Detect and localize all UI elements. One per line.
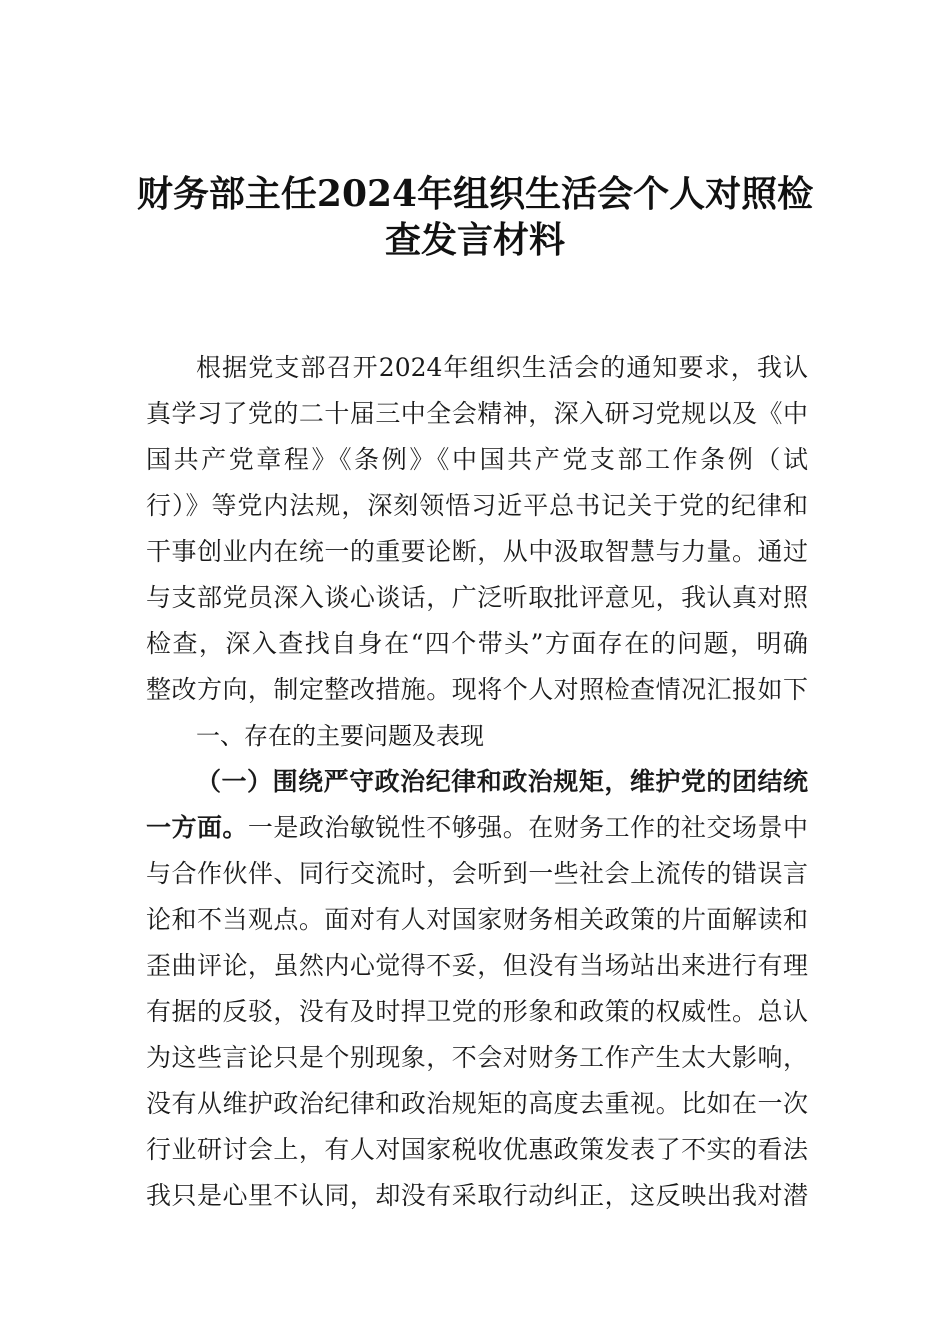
paragraph-2-line: 论和不当观点。面对有人对国家财务相关政策的片面解读和 (146, 905, 808, 934)
paragraph-1-line: 真学习了党的二十届三中全会精神，深入研习党规以及《中 (146, 399, 808, 428)
paragraph-2-line: 行业研讨会上，有人对国家税收优惠政策发表了不实的看法 (146, 1135, 808, 1164)
paragraph-2-line: 歪曲评论，虽然内心觉得不妥，但没有当场站出来进行有理 (146, 951, 808, 980)
paragraph-1-line: 国共产党章程》《条例》《中国共产党支部工作条例（试 (146, 445, 808, 474)
section-1-heading: 一、存在的主要问题及表现 (196, 722, 484, 750)
paragraph-1-line: 与支部党员深入谈心谈话，广泛听取批评意见，我认真对照 (146, 583, 808, 612)
paragraph-2-first-line (146, 808, 808, 848)
paragraph-1-line: 干事创业内在统一的重要论断，从中汲取智慧与力量。通过 (146, 537, 808, 566)
document-title-line-2: 查发言材料 (384, 219, 565, 261)
subsection-1-heading-continued: 一方面。 (146, 813, 248, 842)
paragraph-2-line: 有据的反驳，没有及时捍卫党的形象和政策的权威性。总认 (146, 997, 808, 1026)
paragraph-1-line: 检查，深入查找自身在“四个带头”方面存在的问题，明确 (146, 629, 808, 658)
paragraph-2-line: 没有从维护政治纪律和政治规矩的高度去重视。比如在一次 (146, 1089, 808, 1118)
subsection-1-heading: （一）围绕严守政治纪律和政治规矩，维护党的团结统 (196, 767, 808, 796)
paragraph-2-line: 与合作伙伴、同行交流时，会听到一些社会上流传的错误言 (146, 859, 808, 888)
document-title-line-1: 财务部主任2024年组织生活会个人对照检 (136, 173, 814, 215)
paragraph-1-line: 整改方向，制定整改措施。现将个人对照检查情况汇报如下 (146, 675, 808, 704)
paragraph-2-line: 为这些言论只是个别现象，不会对财务工作产生太大影响， (146, 1043, 808, 1072)
paragraph-1-line: 根据党支部召开2024年组织生活会的通知要求，我认 (196, 353, 808, 382)
paragraph-2-line-rest: 一是政治敏锐性不够强。在财务工作的社交场景中 (247, 813, 808, 842)
paragraph-2-line: 我只是心里不认同，却没有采取行动纠正，这反映出我对潜 (146, 1181, 808, 1210)
paragraph-1-line: 行）》等党内法规，深刻领悟习近平总书记关于党的纪律和 (146, 491, 808, 520)
